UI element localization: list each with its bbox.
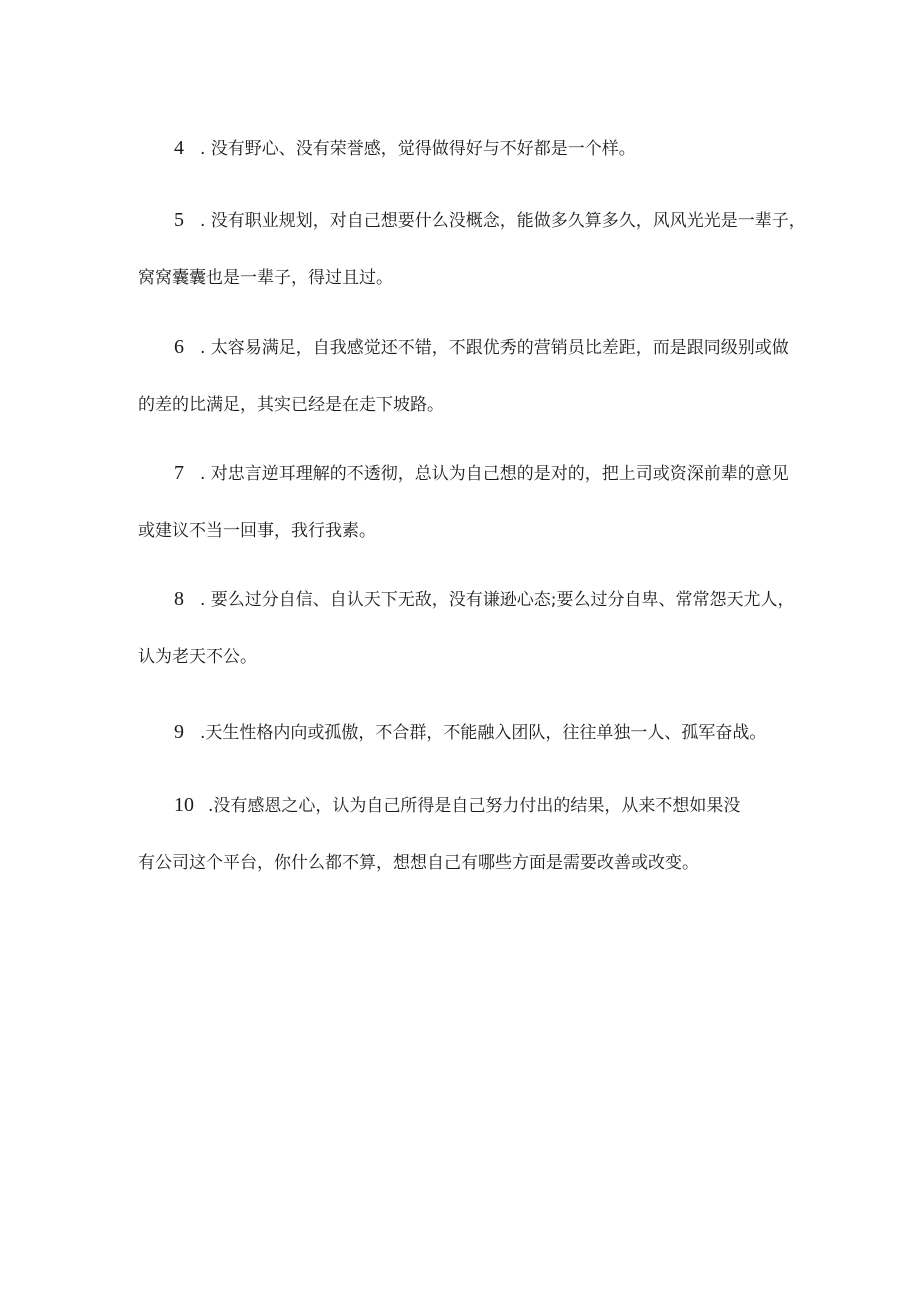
- list-item-4: [138, 119, 798, 177]
- item-text: .没有感恩之心，认为自己所得是自己努力付出的结果，从来不想如果没: [208, 796, 741, 816]
- item-text: . 要么过分自信、自认天下无敌，没有谦逊心态;要么过分自卑、常常怨天尤人，: [200, 590, 795, 610]
- item-text: . 太容易满足，自我感觉还不错，不跟优秀的营销员比差距，而是跟同级别或做: [200, 338, 789, 358]
- list-item-5: [138, 191, 806, 307]
- item-number: 6: [174, 336, 184, 358]
- list-item-10: [138, 776, 798, 892]
- item-text: . 没有野心、没有荣誉感，觉得做得好与不好都是一个样。: [200, 139, 636, 159]
- item-text: .天生性格内向或孤傲，不合群，不能融入团队，往往单独一人、孤军奋战。: [200, 723, 767, 743]
- item-number: 9: [174, 721, 184, 743]
- list-item-9: [138, 703, 798, 761]
- item-line-2: 或建议不当一回事，我行我素。: [138, 521, 376, 541]
- item-line-1: [138, 570, 798, 628]
- item-line-1: [138, 191, 806, 249]
- item-number: 5: [174, 209, 184, 231]
- item-line-2: 认为老天不公。: [138, 647, 257, 667]
- item-line-1: [138, 444, 798, 502]
- item-number: 8: [174, 588, 184, 610]
- item-line-1: [138, 776, 798, 834]
- list-item-7: [138, 444, 798, 560]
- item-line-2: 的差的比满足，其实已经是在走下坡路。: [138, 395, 444, 415]
- list-item-6: [138, 318, 798, 434]
- item-line-1: [138, 703, 798, 761]
- item-number: 4: [174, 137, 184, 159]
- item-line-2: 有公司这个平台，你什么都不算，想想自己有哪些方面是需要改善或改变。: [138, 853, 699, 873]
- list-item-8: [138, 570, 798, 686]
- item-text: . 没有职业规划，对自己想要什么没概念，能做多久算多久，风风光光是一辈子，: [200, 211, 806, 231]
- item-number: 10: [174, 794, 194, 816]
- item-line-2: 窝窝囊囊也是一辈子，得过且过。: [138, 268, 393, 288]
- item-number: 7: [174, 462, 184, 484]
- item-text: . 对忠言逆耳理解的不透彻，总认为自己想的是对的，把上司或资深前辈的意见: [200, 464, 789, 484]
- item-line-1: [138, 119, 798, 177]
- item-line-1: [138, 318, 798, 376]
